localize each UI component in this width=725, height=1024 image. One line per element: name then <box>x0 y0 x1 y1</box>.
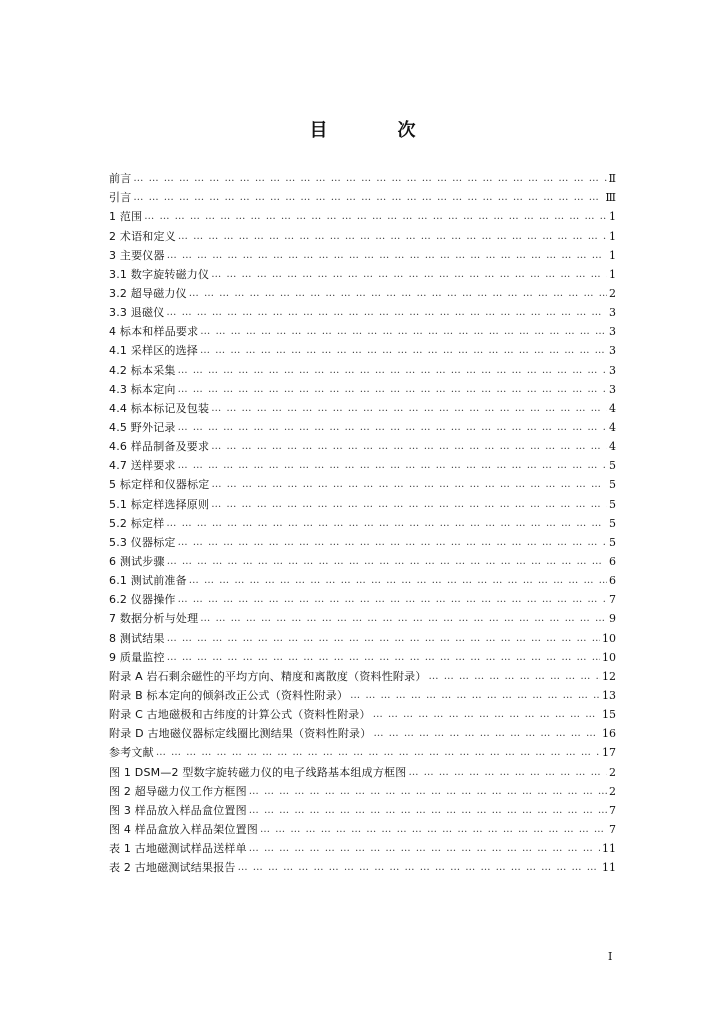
toc-entry-label: 8 测试结果 <box>109 631 165 645</box>
toc-entry[interactable] <box>109 721 616 740</box>
toc-entry-page: 16 <box>602 727 616 741</box>
toc-entry-label: 4.1 采样区的选择 <box>109 344 198 358</box>
toc-entry-label: 5.2 标定样 <box>109 516 165 530</box>
toc-entry-label: 4.2 标本采集 <box>109 363 176 377</box>
toc-entry[interactable] <box>109 281 616 300</box>
toc-entry-label: 3.2 超导磁力仪 <box>109 286 187 300</box>
toc-entry-page: 3 <box>609 325 616 339</box>
toc-entry-page: 11 <box>602 861 616 875</box>
toc-entry-page: 6 <box>609 554 616 568</box>
toc-leader-dots <box>249 804 607 817</box>
toc-entry-label: 图 3 样品放入样品盒位置图 <box>109 803 247 817</box>
toc-entry-page: 3 <box>609 382 616 396</box>
toc-leader-dots <box>260 823 607 836</box>
toc-leader-dots <box>211 440 607 453</box>
toc-entry-label: 引言 <box>109 191 132 205</box>
toc-leader-dots <box>167 651 600 664</box>
toc-entry-label: 参考文献 <box>109 746 154 760</box>
toc-leader-dots <box>156 746 600 759</box>
toc-leader-dots <box>178 459 607 472</box>
toc-entry-label: 7 数据分析与处理 <box>109 612 199 626</box>
toc-leader-dots <box>178 536 607 549</box>
toc-leader-dots <box>238 861 600 874</box>
toc-entry-page: 12 <box>602 669 616 683</box>
toc-entry-page: 4 <box>609 401 616 415</box>
toc-entry[interactable] <box>109 568 616 587</box>
toc-entry-label: 附录 D 古地磁仪器标定线圈比测结果（资料性附录） <box>109 727 372 741</box>
toc-leader-dots <box>133 172 606 185</box>
toc-entry-label: 4.5 野外记录 <box>109 420 176 434</box>
toc-entry-label: 图 1 DSM—2 型数字旋转磁力仪的电子线路基本组成方框图 <box>109 765 407 779</box>
toc-entry-label: 附录 C 古地磁极和古纬度的计算公式（资料性附录） <box>109 708 371 722</box>
toc-entry-page: 1 <box>609 210 616 224</box>
toc-entry-label: 图 4 样品盒放入样品架位置图 <box>109 822 258 836</box>
toc-leader-dots <box>178 421 607 434</box>
toc-entry-page: 3 <box>609 363 616 377</box>
toc-entry[interactable] <box>109 338 616 357</box>
toc-entry[interactable] <box>109 606 616 625</box>
toc-entry-page: 6 <box>609 574 616 588</box>
toc-leader-dots <box>212 478 608 491</box>
toc-leader-dots <box>200 344 607 357</box>
toc-entry[interactable] <box>109 664 616 683</box>
toc-entry-label: 4.6 样品制备及要求 <box>109 440 210 454</box>
toc-entry[interactable] <box>109 836 616 855</box>
toc-entry-page: 15 <box>602 708 616 722</box>
toc-leader-dots <box>373 727 600 740</box>
toc-entry-label: 5.3 仪器标定 <box>109 535 176 549</box>
toc-leader-dots <box>144 210 607 223</box>
toc-leader-dots <box>200 325 607 338</box>
toc-entry[interactable] <box>109 779 616 798</box>
toc-entry-page: 1 <box>609 267 616 281</box>
toc-leader-dots <box>211 268 607 281</box>
toc-leader-dots <box>178 230 607 243</box>
toc-entry[interactable] <box>109 415 616 434</box>
toc-entry-label: 附录 A 岩石剩余磁性的平均方向、精度和离散度（资料性附录） <box>109 669 427 683</box>
toc-entry-page: 17 <box>602 746 616 760</box>
toc-entry[interactable] <box>109 511 616 530</box>
toc-entry-label: 6.2 仪器操作 <box>109 593 176 607</box>
toc-entry[interactable] <box>109 855 616 874</box>
toc-leader-dots <box>178 593 607 606</box>
page-title: 目 次 <box>309 120 442 141</box>
toc-entry-page: 13 <box>602 688 616 702</box>
toc-entry[interactable] <box>109 683 616 702</box>
toc-entry[interactable] <box>109 625 616 644</box>
toc-entry-page: 2 <box>609 784 616 798</box>
toc-entry-label: 4.7 送样要求 <box>109 459 176 473</box>
toc-leader-dots <box>166 517 607 530</box>
toc-entry[interactable] <box>109 357 616 376</box>
toc-entry[interactable] <box>109 185 616 204</box>
toc-leader-dots <box>189 287 607 300</box>
toc-entry-page: 1 <box>609 229 616 243</box>
toc-entry-page: 3 <box>609 306 616 320</box>
toc-entry[interactable] <box>109 223 616 242</box>
toc-entry-label: 1 范围 <box>109 210 143 224</box>
toc-entry-page: 4 <box>609 440 616 454</box>
toc-entry-label: 图 2 超导磁力仪工作方框图 <box>109 784 247 798</box>
toc-entry[interactable] <box>109 319 616 338</box>
toc-entry-page: 3 <box>609 344 616 358</box>
toc-entry[interactable] <box>109 549 616 568</box>
toc-entry-label: 3.3 退磁仪 <box>109 306 165 320</box>
toc-leader-dots <box>211 498 607 511</box>
toc-leader-dots <box>166 306 607 319</box>
toc-leader-dots <box>200 612 607 625</box>
toc-entry-page: 7 <box>609 803 616 817</box>
toc-entry-page: 9 <box>609 612 616 626</box>
toc-entry[interactable] <box>109 798 616 817</box>
toc-entry-label: 3.1 数字旋转磁力仪 <box>109 267 210 281</box>
toc-entry-label: 5 标定样和仪器标定 <box>109 478 210 492</box>
toc-entry-label: 9 质量监控 <box>109 650 165 664</box>
toc-entry-page: 5 <box>609 478 616 492</box>
toc-entry-page: 7 <box>609 822 616 836</box>
toc-entry-label: 5.1 标定样选择原则 <box>109 497 210 511</box>
toc-entry-label: 前言 <box>109 172 132 186</box>
toc-entry[interactable] <box>109 166 616 185</box>
toc-entry-page: 10 <box>602 650 616 664</box>
toc-entry[interactable] <box>109 434 616 453</box>
toc-entry-page: 2 <box>609 765 616 779</box>
toc-entry-page: Ⅱ <box>608 172 616 186</box>
toc-entry-page: 5 <box>609 497 616 511</box>
toc-leader-dots <box>167 632 600 645</box>
toc-entry[interactable] <box>109 300 616 319</box>
toc-entry-page: 10 <box>602 631 616 645</box>
toc-entry-page: 1 <box>609 248 616 262</box>
toc-entry-page: 5 <box>609 535 616 549</box>
toc-entry-page: Ⅲ <box>605 191 616 205</box>
toc-entry[interactable] <box>109 759 616 778</box>
toc-entry-label: 4 标本和样品要求 <box>109 325 199 339</box>
toc-entry-label: 6.1 测试前准备 <box>109 574 187 588</box>
toc-leader-dots <box>211 402 607 415</box>
toc-leader-dots <box>178 364 607 377</box>
toc-entry-label: 表 1 古地磁测试样品送样单 <box>109 842 247 856</box>
toc-entry[interactable] <box>109 491 616 510</box>
toc-entry[interactable] <box>109 377 616 396</box>
toc-entry[interactable] <box>109 262 616 281</box>
toc-entry[interactable] <box>109 817 616 836</box>
toc-entry[interactable] <box>109 472 616 491</box>
toc-entry[interactable] <box>109 587 616 606</box>
toc-leader-dots <box>178 383 607 396</box>
toc-leader-dots <box>249 785 607 798</box>
toc-entry[interactable] <box>109 702 616 721</box>
toc-leader-dots <box>133 191 603 204</box>
toc-entry-label: 3 主要仪器 <box>109 248 165 262</box>
toc-leader-dots <box>429 670 600 683</box>
toc-entry[interactable] <box>109 396 616 415</box>
toc-entry-page: 5 <box>609 459 616 473</box>
toc-entry[interactable] <box>109 645 616 664</box>
toc-leader-dots <box>249 842 600 855</box>
toc-entry-page: 11 <box>602 842 616 856</box>
toc-leader-dots <box>350 689 600 702</box>
toc-entry[interactable] <box>109 243 616 262</box>
toc-entry[interactable] <box>109 740 616 759</box>
toc-entry-page: 7 <box>609 593 616 607</box>
toc-entry-label: 附录 B 标本定向的倾斜改正公式（资料性附录） <box>109 688 349 702</box>
toc-entry-label: 6 测试步骤 <box>109 554 165 568</box>
toc-entry-label: 4.4 标本标记及包装 <box>109 401 210 415</box>
toc-entry[interactable] <box>109 204 616 223</box>
toc-leader-dots <box>167 249 607 262</box>
page-number: I <box>608 950 613 963</box>
toc-leader-dots <box>408 766 607 779</box>
table-of-contents <box>109 166 616 874</box>
toc-leader-dots <box>189 574 607 587</box>
toc-entry-label: 2 术语和定义 <box>109 229 176 243</box>
toc-entry-label: 表 2 古地磁测试结果报告 <box>109 861 236 875</box>
toc-entry-page: 4 <box>609 420 616 434</box>
toc-entry-label: 4.3 标本定向 <box>109 382 176 396</box>
toc-leader-dots <box>373 708 600 721</box>
toc-entry-page: 2 <box>609 286 616 300</box>
toc-entry[interactable] <box>109 530 616 549</box>
toc-entry[interactable] <box>109 453 616 472</box>
toc-leader-dots <box>167 555 607 568</box>
toc-entry-page: 5 <box>609 516 616 530</box>
